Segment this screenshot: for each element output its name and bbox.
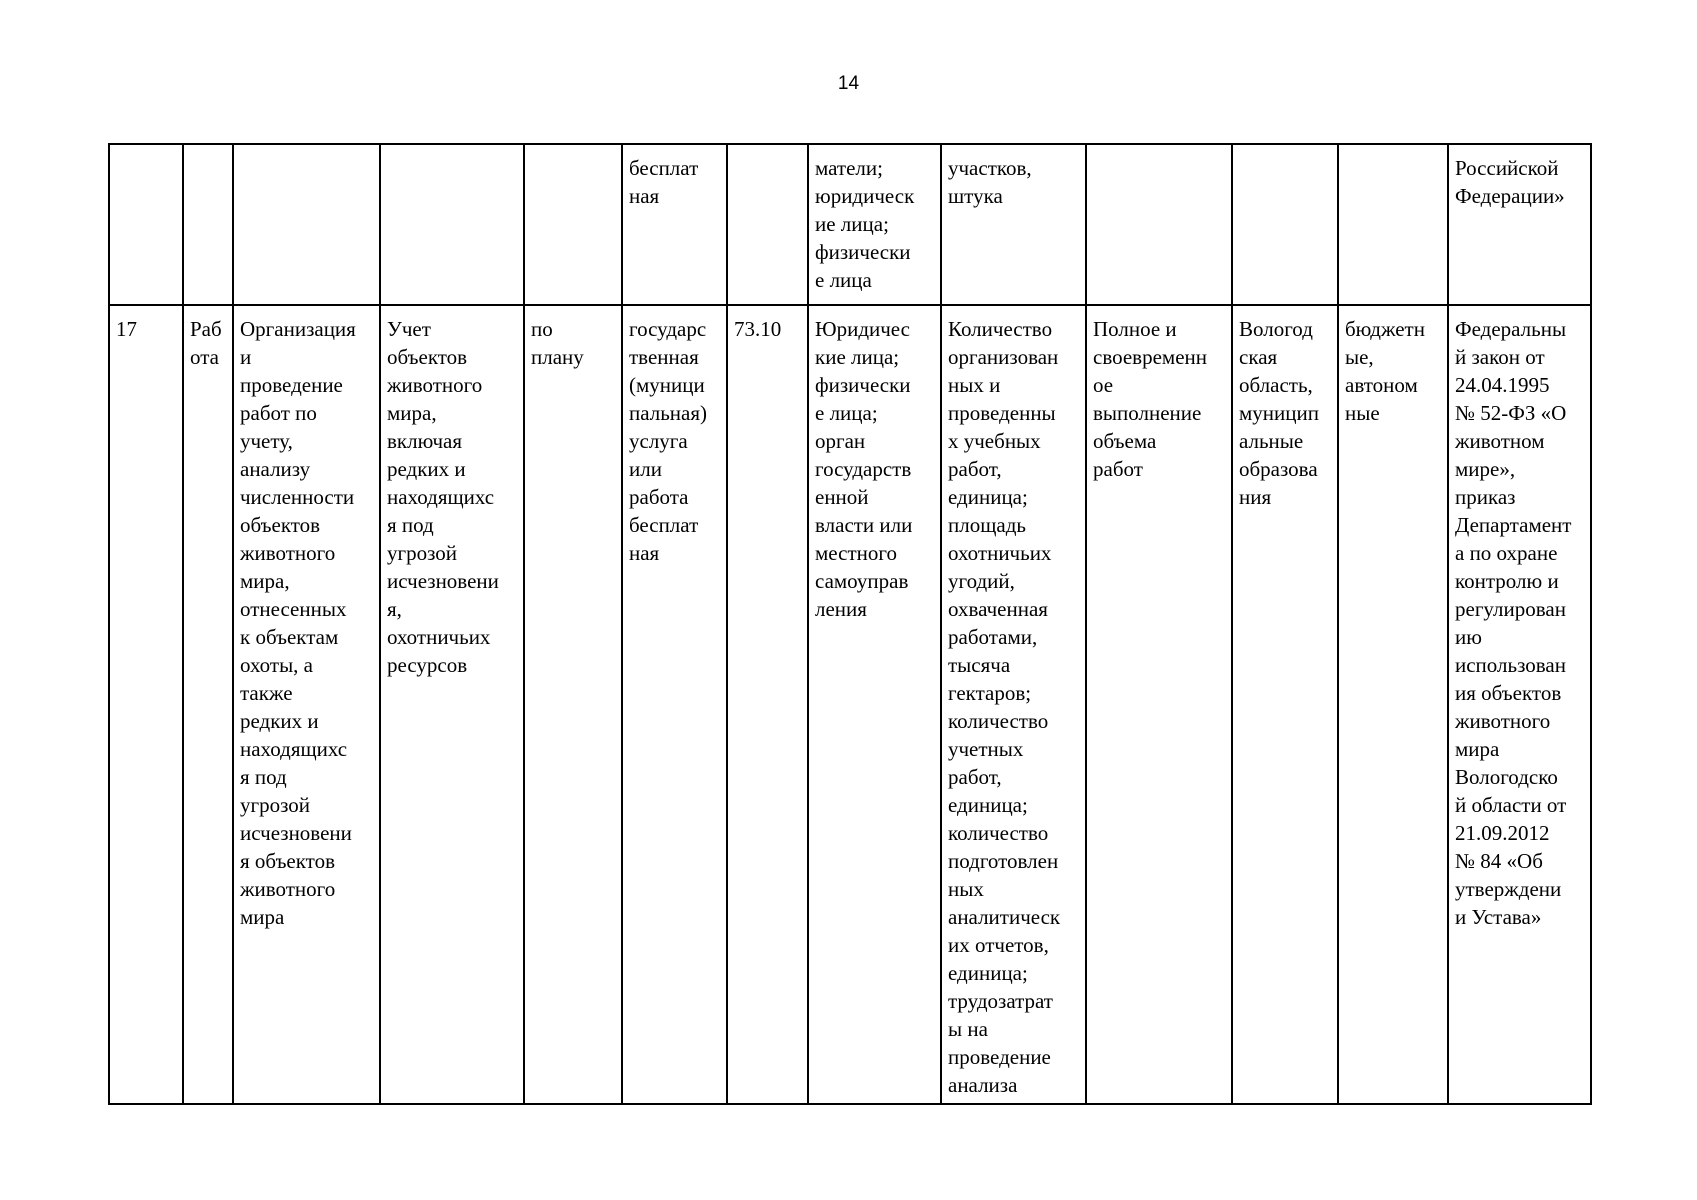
- cell-quality-indicators: [1086, 144, 1232, 305]
- cell-legal-basis: Российской Федерации»: [1448, 144, 1591, 305]
- cell-conditions: по плану: [524, 305, 622, 1104]
- cell-number: [109, 144, 183, 305]
- cell-quality-indicators: Полное и своевременн ое выполнение объема работ: [1086, 305, 1232, 1104]
- cell-okved: 73.10: [727, 305, 808, 1104]
- cell-consumers: Юридичес кие лица; физически е лица; орган государств енной власти или местного самоуправ ления: [808, 305, 941, 1104]
- cell-territory: [1232, 144, 1338, 305]
- cell-volume-indicators: участков, штука: [941, 144, 1086, 305]
- cell-okved: [727, 144, 808, 305]
- cell-content: Учет объектов животного мира, включая редких и находящихс я под угрозой исчезновени я, охотничьих ресурсов: [380, 305, 524, 1104]
- cell-number: 17: [109, 305, 183, 1104]
- cell-legal-basis: Федеральны й закон от 24.04.1995 № 52-ФЗ «О животном мире», приказ Департамент а по охране контролю и регулирован ию использован ия объектов животного мира Вологодско й области от 21.09.2012 № 84 «Об утверждени и Устава»: [1448, 305, 1591, 1104]
- cell-institution-type: бюджетн ые, автоном ные: [1338, 305, 1448, 1104]
- cell-work-name: [233, 144, 380, 305]
- cell-consumers: матели; юридическ ие лица; физически е лица: [808, 144, 941, 305]
- document-table: [108, 143, 1592, 1105]
- cell-content: [380, 144, 524, 305]
- cell-volume-indicators: Количество организован ных и проведенны х учебных работ, единица; площадь охотничьих угодий, охваченная работами, тысяча гектаров; количество учетных работ, единица; количество подготовлен ных аналитическ их отчетов, единица; трудозатрат ы на проведение анализа: [941, 305, 1086, 1104]
- cell-conditions: [524, 144, 622, 305]
- cell-institution-type: [1338, 144, 1448, 305]
- cell-territory: Вологод ская область, муницип альные образова ния: [1232, 305, 1338, 1104]
- table-row: [109, 305, 1591, 1104]
- page-number: 14: [837, 73, 860, 94]
- cell-payment: бесплат ная: [622, 144, 727, 305]
- cell-type: [183, 144, 233, 305]
- cell-type: Раб ота: [183, 305, 233, 1104]
- cell-work-name: Организация и проведение работ по учету, анализу численности объектов животного мира, отнесенных к объектам охоты, а также редких и находящихс я под угрозой исчезновени я объектов животного мира: [233, 305, 380, 1104]
- cell-payment: государс твенная (муници пальная) услуга или работа бесплат ная: [622, 305, 727, 1104]
- table-row-continuation: [109, 144, 1591, 305]
